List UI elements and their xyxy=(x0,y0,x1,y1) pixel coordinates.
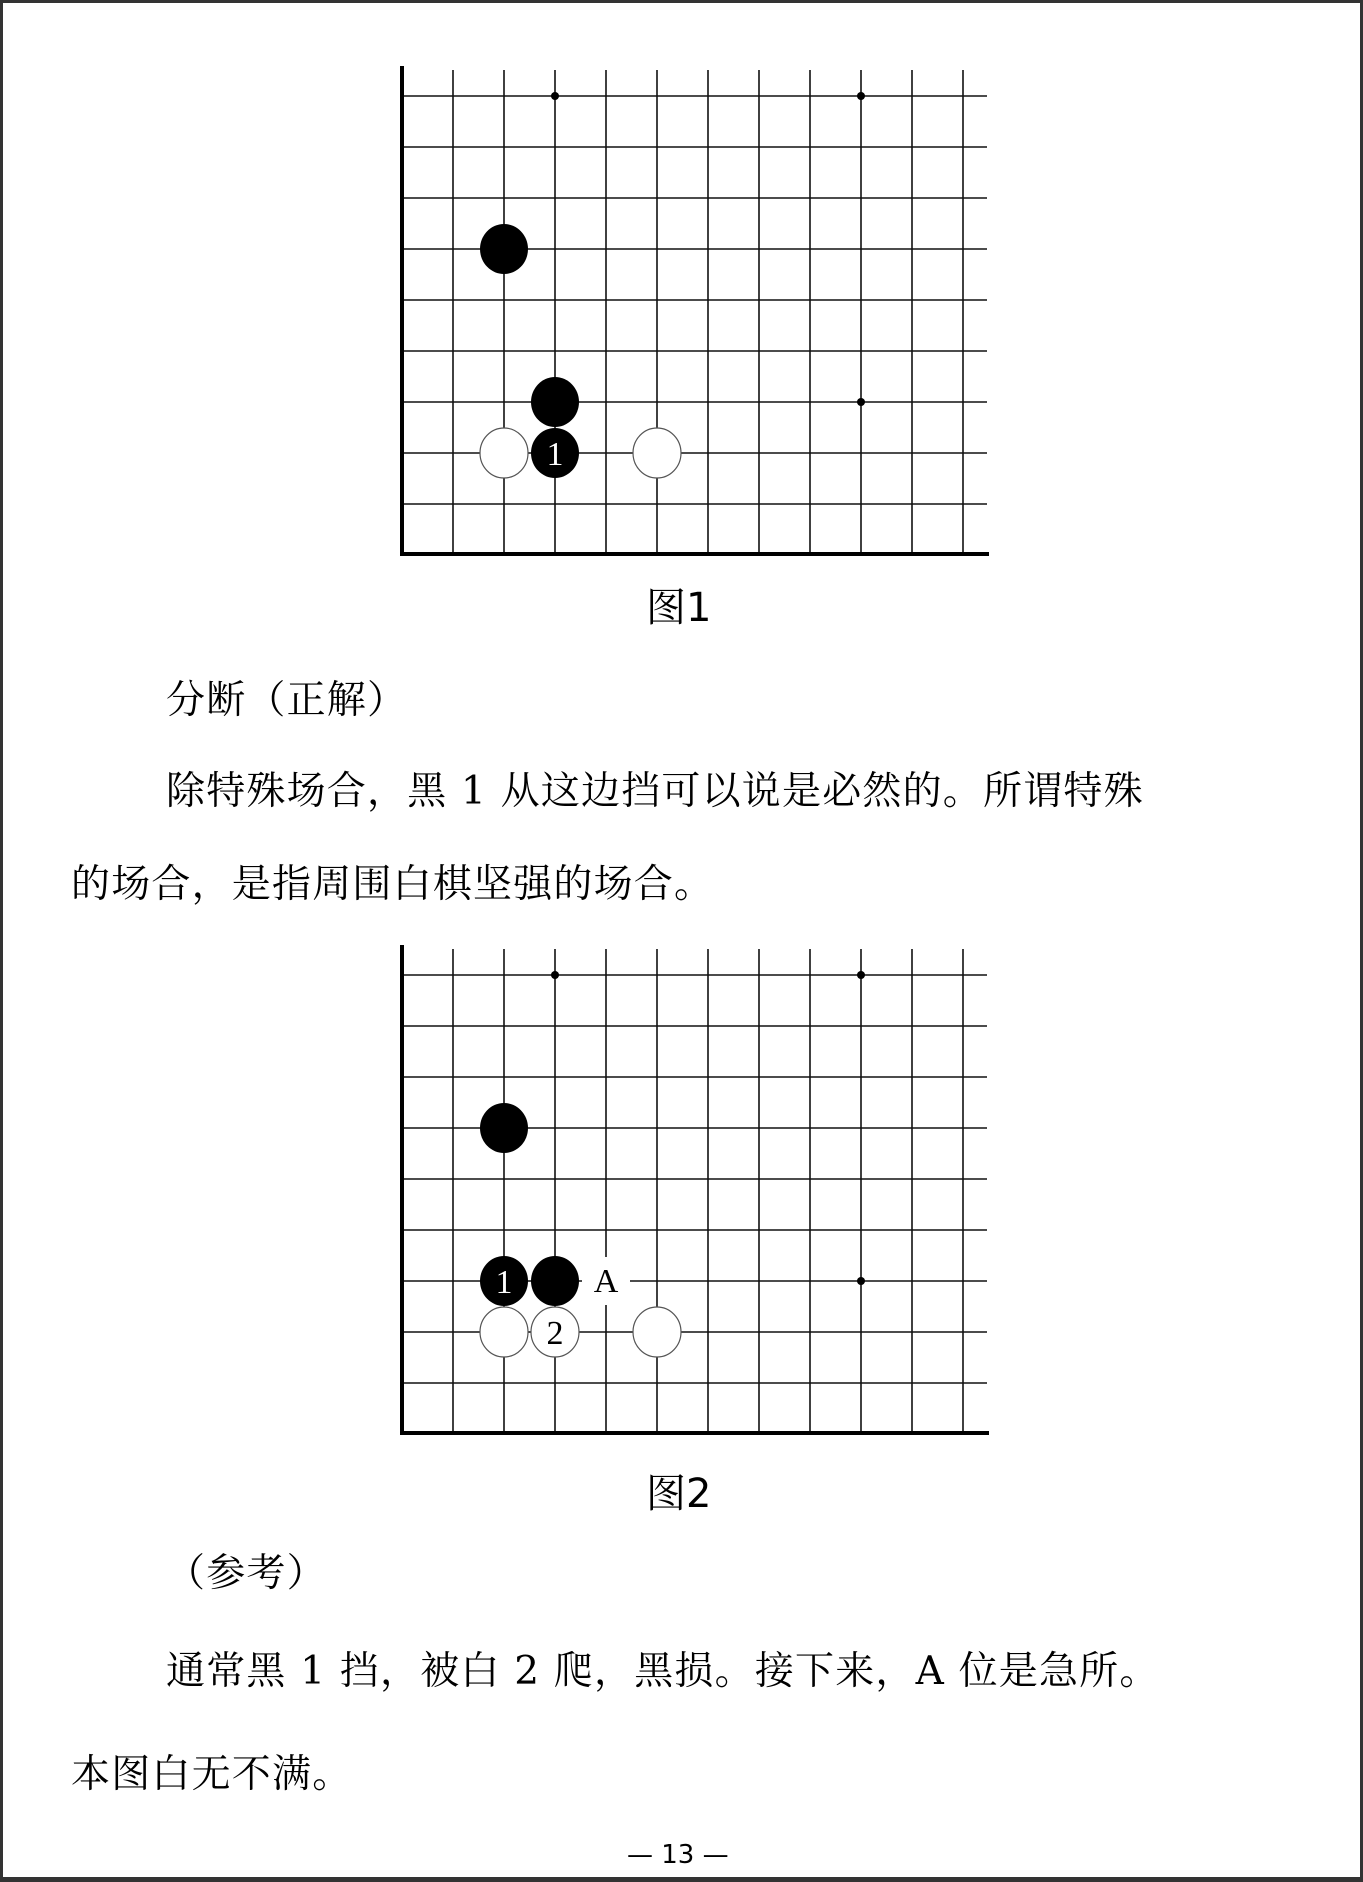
star-point-icon xyxy=(551,971,559,979)
white-stone xyxy=(480,1307,528,1357)
book-page xyxy=(3,3,1360,1877)
white-stone xyxy=(633,1307,681,1357)
star-point-icon xyxy=(551,92,559,100)
svg-text:1: 1 xyxy=(495,1264,513,1301)
star-point-icon xyxy=(857,1277,865,1285)
point-label-a: A xyxy=(593,1263,619,1300)
black-stone xyxy=(480,224,528,274)
go-board-figure-2 xyxy=(390,932,1000,1442)
svg-text:1: 1 xyxy=(546,436,564,473)
section-1-heading: 分断（正解） xyxy=(166,678,408,723)
go-board-figure-1 xyxy=(390,53,1000,563)
black-stone-1 xyxy=(480,1256,528,1306)
section-1-paragraph-line-2: 的场合，是指周围白棋坚强的场合。 xyxy=(71,862,715,907)
page-number: — 13 — xyxy=(627,1840,729,1870)
figure-1-caption: 图1 xyxy=(646,585,712,631)
white-stone xyxy=(480,428,528,478)
figure-2-caption: 图2 xyxy=(646,1471,712,1517)
svg-text:2: 2 xyxy=(546,1315,564,1352)
white-stone xyxy=(633,428,681,478)
black-stone xyxy=(531,377,579,427)
star-point-icon xyxy=(857,92,865,100)
section-2-heading: （参考） xyxy=(166,1551,327,1596)
black-stone xyxy=(480,1103,528,1153)
black-stone-1 xyxy=(531,428,579,478)
black-stone xyxy=(531,1256,579,1306)
star-point-icon xyxy=(857,398,865,406)
white-stone-2 xyxy=(531,1307,579,1357)
section-1-paragraph-line-1: 除特殊场合，黑 1 从这边挡可以说是必然的。所谓特殊 xyxy=(166,769,1144,814)
star-point-icon xyxy=(857,971,865,979)
section-2-paragraph-line-1: 通常黑 1 挡，被白 2 爬，黑损。接下来，A 位是急所。 xyxy=(166,1649,1160,1694)
section-2-paragraph-line-2: 本图白无不满。 xyxy=(71,1752,353,1797)
